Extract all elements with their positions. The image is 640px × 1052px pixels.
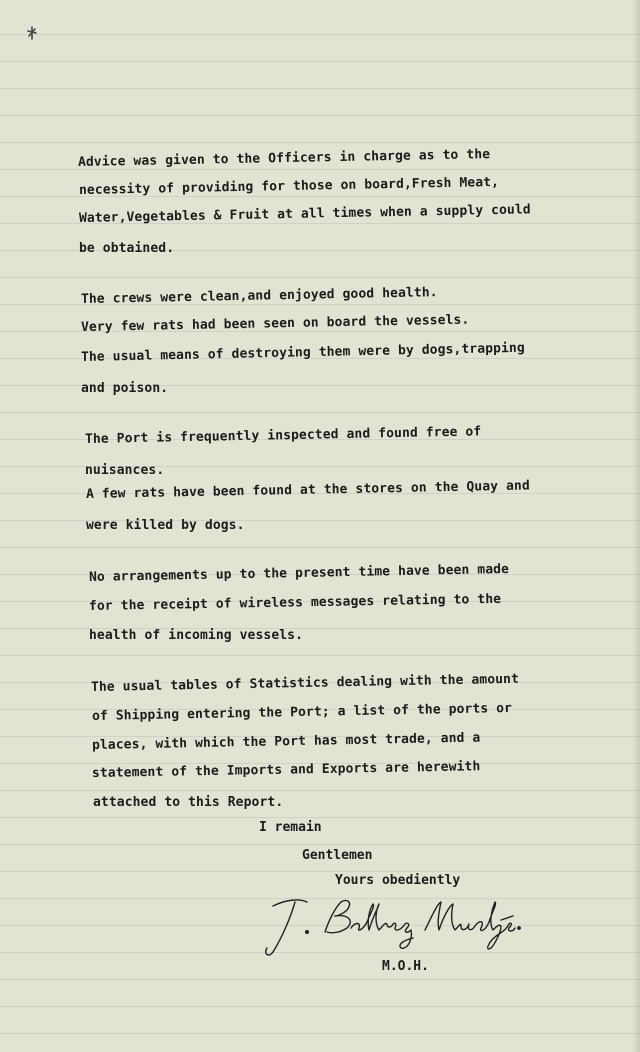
text-line: The usual tables of Statistics dealing with the amount (90, 671, 520, 695)
text-line: and poison. (81, 381, 169, 396)
text-line: health of incoming vessels. (89, 628, 304, 643)
page-edge-shadow (632, 0, 640, 1052)
text-line: The crews were clean,and enjoyed good health. (80, 285, 438, 307)
text-line: The Port is frequently inspected and found free of (84, 424, 482, 447)
text-line: places, with which the Port has most trade, and a (91, 730, 481, 753)
officer-title: M.O.H. (382, 959, 429, 974)
handwritten-signature (255, 892, 525, 962)
text-line: Very few rats had been seen on board the vessels. (80, 312, 470, 335)
text-line: of Shipping entering the Port; a list of the ports or (91, 700, 513, 724)
closing-remain: I remain (259, 820, 322, 835)
closing-signoff: Yours obediently (335, 873, 461, 888)
text-line: statement of the Imports and Exports are herewith (91, 759, 481, 781)
text-line: A few rats have been found at the stores on the Quay and (85, 478, 530, 502)
text-line: Advice was given to the Officers in charge as to the (77, 147, 491, 170)
text-line: attached to this Report. (93, 795, 284, 810)
closing-salutation: Gentlemen (302, 848, 373, 863)
text-line: be obtained. (79, 241, 175, 256)
text-line: No arrangements up to the present time have been made (88, 561, 510, 585)
text-line: necessity of providing for those on board,Fresh Meat, (78, 174, 500, 198)
text-line: were killed by dogs. (86, 518, 245, 533)
text-line: nuisances. (85, 463, 165, 478)
text-line: Water,Vegetables & Fruit at all times when a supply could (78, 202, 531, 226)
text-line: The usual means of destroying them were by dogs,trapping (80, 340, 525, 365)
text-line: for the receipt of wireless messages relating to the (88, 591, 502, 614)
ink-mark-icon (26, 26, 38, 40)
